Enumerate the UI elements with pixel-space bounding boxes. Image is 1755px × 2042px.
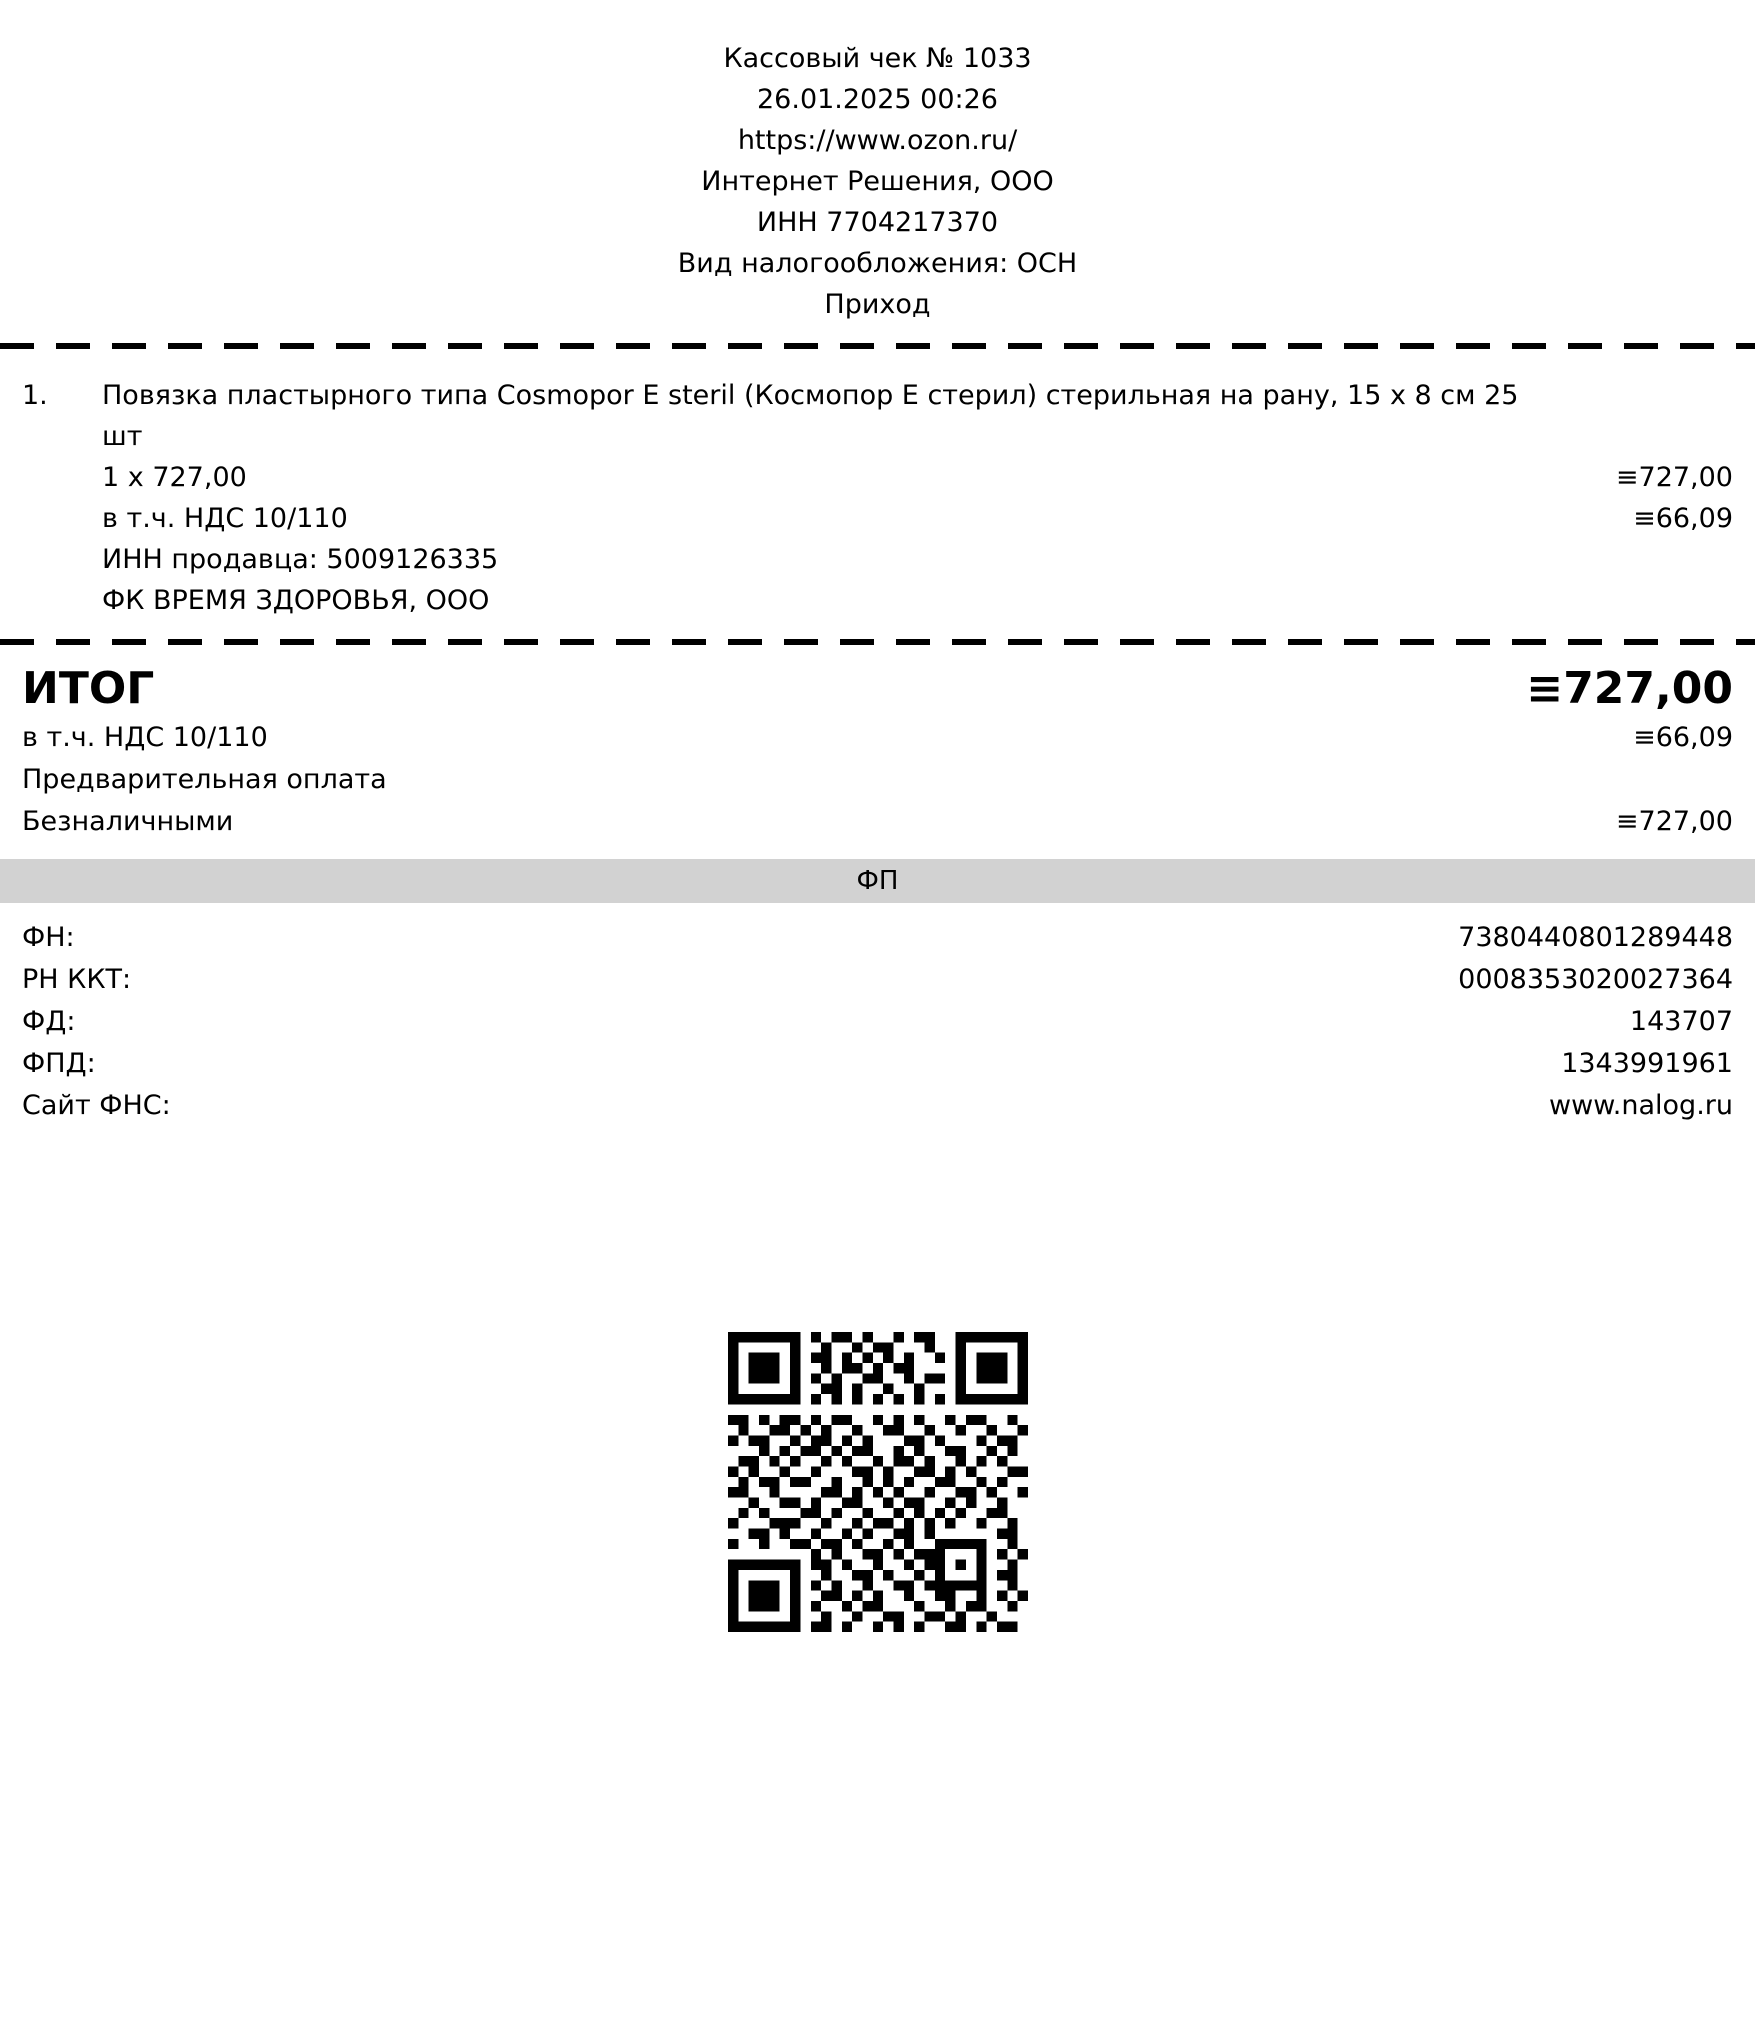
fiscal-value-fpd: 1343991961 (1561, 1048, 1733, 1079)
item-title: Повязка пластырного типа Cosmopor E steril (Космопор Е стерил) стерильная на рану, 15 x 8 см 25 шт (102, 380, 1519, 452)
receipt-site: https://www.ozon.ru/ (737, 125, 1018, 156)
fp-band-label: ФП (856, 866, 899, 896)
receipt-inn: ИНН 7704217370 (756, 207, 999, 238)
item-vat-label: в т.ч. НДС 10/110 (102, 503, 348, 534)
item-seller-name: ФК ВРЕМЯ ЗДОРОВЬЯ, ООО (102, 585, 490, 616)
fiscal-value-fns-site: www.nalog.ru (1549, 1090, 1733, 1121)
item-seller-inn: ИНН продавца: 5009126335 (102, 544, 499, 575)
fiscal-value-rn-kkt: 0008353020027364 (1458, 964, 1733, 995)
list-item (22, 375, 1733, 621)
cashless-value: ≡727,00 (1615, 806, 1733, 837)
fiscal-row-fns-site (22, 1085, 1733, 1127)
qr-code-icon (728, 1332, 1028, 1632)
total-vat-row (22, 717, 1733, 759)
fiscal-label-rn-kkt: РН ККТ: (22, 964, 132, 995)
prepay-row (22, 759, 1733, 801)
fiscal-row-rn-kkt (22, 959, 1733, 1001)
fiscal-row-fpd (22, 1043, 1733, 1085)
totals-section (0, 645, 1755, 843)
total-value: ≡727,00 (1526, 663, 1733, 714)
receipt-tax-mode: Вид налогообложения: ОСН (677, 248, 1078, 279)
fiscal-row-fd (22, 1001, 1733, 1043)
cashless-row (22, 801, 1733, 843)
fiscal-label-fd: ФД: (22, 1006, 76, 1037)
receipt-operation: Приход (824, 289, 931, 320)
fiscal-label-fns-site: Сайт ФНС: (22, 1090, 171, 1121)
qr-code-container (0, 1332, 1755, 1632)
item-vat-row (22, 498, 1733, 539)
items-section (0, 349, 1755, 621)
fiscal-value-fd: 143707 (1629, 1006, 1733, 1037)
item-qty-price-row (22, 457, 1733, 498)
total-vat-value: ≡66,09 (1633, 722, 1733, 753)
prepay-label: Предварительная оплата (22, 764, 387, 795)
receipt-company: Интернет Решения, ООО (701, 166, 1054, 197)
fiscal-label-fn: ФН: (22, 922, 75, 953)
receipt-title: Кассовый чек № 1033 (723, 43, 1032, 74)
fp-band (0, 859, 1755, 903)
item-title-row (22, 375, 1733, 457)
item-qty-price: 1 x 727,00 (102, 462, 247, 493)
item-vat-value: ≡66,09 (1633, 503, 1733, 534)
cashless-label: Безналичными (22, 806, 234, 837)
total-label: ИТОГ (22, 663, 155, 714)
fiscal-section (0, 903, 1755, 1127)
item-sum: ≡727,00 (1615, 462, 1733, 493)
fiscal-value-fn: 7380440801289448 (1458, 922, 1733, 953)
total-row (22, 661, 1733, 717)
item-index: 1. (22, 380, 48, 411)
receipt-header (0, 0, 1755, 325)
receipt-datetime: 26.01.2025 00:26 (757, 84, 998, 115)
fiscal-row-fn (22, 917, 1733, 959)
fiscal-label-fpd: ФПД: (22, 1048, 96, 1079)
total-vat-label: в т.ч. НДС 10/110 (22, 722, 268, 753)
